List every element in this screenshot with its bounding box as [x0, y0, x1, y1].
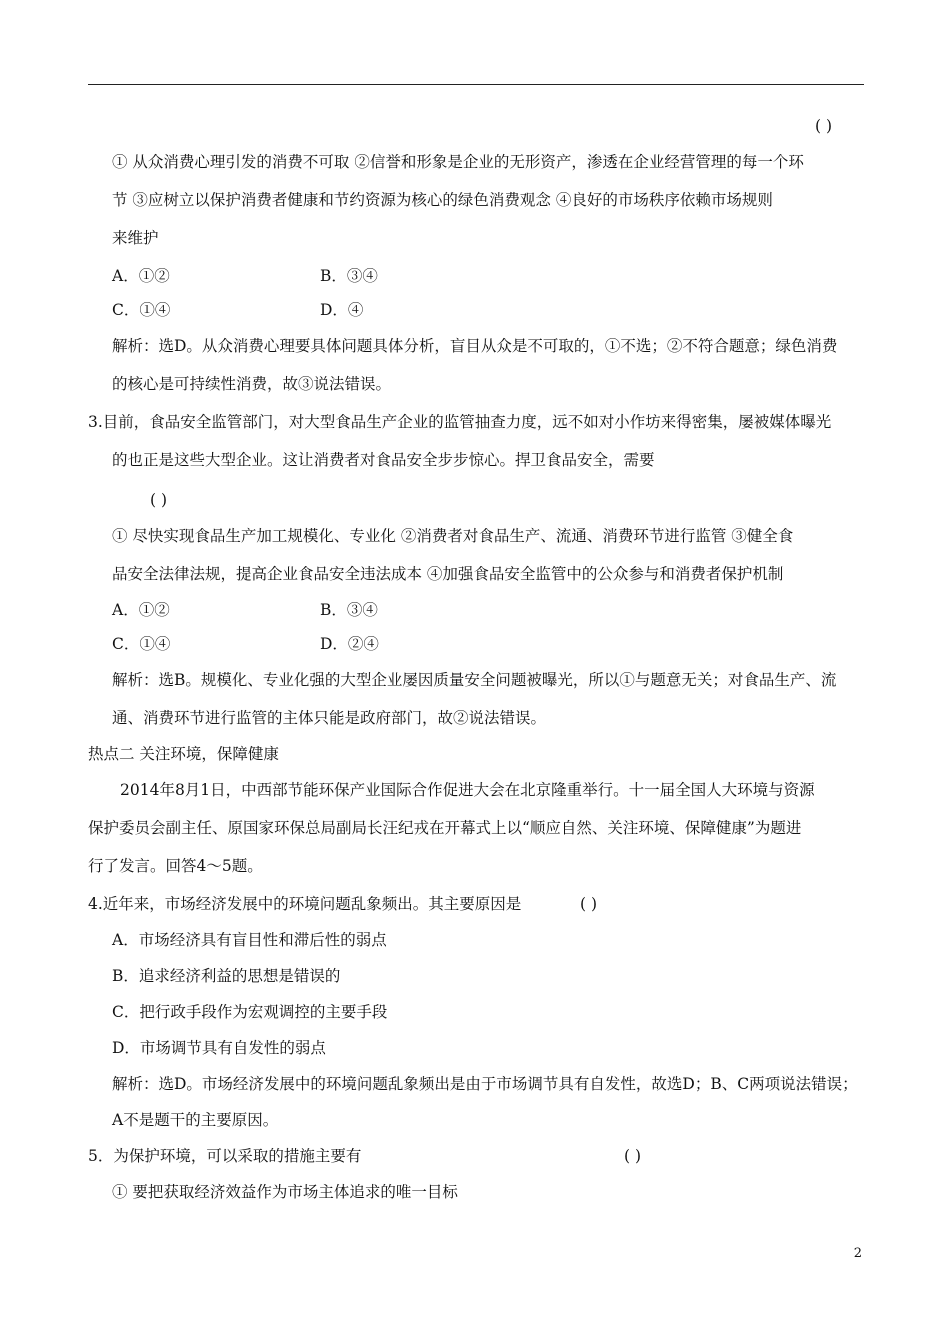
option-b: B．③④ [320, 267, 378, 285]
intro-paragraph-line: 2014年8月1日，中西部节能环保产业国际合作促进大会在北京隆重举行。十一届全国人大环境与资源 [120, 781, 815, 799]
question-stem: 的也正是这些大型企业。这让消费者对食品安全步步惊心。捍卫食品安全，需要 [112, 451, 655, 469]
option-b: B．③④ [320, 601, 378, 619]
statement-line: ① 尽快实现食品生产加工规模化、专业化 ②消费者对食品生产、流通、消费环节进行监管 ③健全食 [112, 527, 794, 545]
option-c: C．把行政手段作为宏观调控的主要手段 [112, 1003, 388, 1021]
analysis-line: 解析：选B。规模化、专业化强的大型企业屡因质量安全问题被曝光，所以①与题意无关；对食品生产、流 [112, 671, 837, 689]
answer-blank: ( ) [815, 117, 833, 135]
analysis-line: A不是题干的主要原因。 [112, 1111, 279, 1129]
section-heading: 热点二 关注环境，保障健康 [88, 745, 279, 763]
option-c: C．①④ [112, 635, 171, 653]
question-stem: 4.近年来，市场经济发展中的环境问题乱象频出。其主要原因是 [88, 895, 522, 913]
option-b: B．追求经济利益的思想是错误的 [112, 967, 341, 985]
statement-line: 品安全法律法规，提高企业食品安全违法成本 ④加强食品安全监管中的公众参与和消费者保护机制 [112, 565, 784, 583]
analysis-line: 通、消费环节进行监管的主体只能是政府部门，故②说法错误。 [112, 709, 547, 727]
analysis-line: 的核心是可持续性消费，故③说法错误。 [112, 375, 392, 393]
intro-paragraph-line: 保护委员会副主任、原国家环保总局副局长汪纪戎在开幕式上以“顺应自然、关注环境、保障健康”为题进 [88, 819, 802, 837]
intro-paragraph-line: 行了发言。回答4～5题。 [88, 857, 263, 875]
option-d: D．②④ [320, 635, 379, 653]
answer-blank: ( ) [580, 895, 598, 913]
answer-blank: ( ) [150, 491, 168, 509]
analysis-line: 解析：选D。从众消费心理要具体问题具体分析，盲目从众是不可取的，①不选；②不符合题意；绿色消费 [112, 337, 838, 355]
statement-line: ① 要把获取经济效益作为市场主体追求的唯一目标 [112, 1183, 458, 1201]
option-d: D．市场调节具有自发性的弱点 [112, 1039, 326, 1057]
statement-line: 来维护 [112, 229, 159, 247]
page-number: 2 [853, 1246, 862, 1261]
question-stem: 3.目前，食品安全监管部门，对大型食品生产企业的监管抽查力度，远不如对小作坊来得密集，屡被媒体曝光 [88, 413, 832, 431]
option-d: D．④ [320, 301, 364, 319]
option-c: C．①④ [112, 301, 171, 319]
analysis-line: 解析：选D。市场经济发展中的环境问题乱象频出是由于市场调节具有自发性，故选D；B、C两项说法错误； [112, 1075, 858, 1093]
answer-blank: ( ) [624, 1147, 642, 1165]
header-rule [88, 84, 864, 85]
option-a: A．①② [112, 267, 170, 285]
question-stem: 5．为保护环境，可以采取的措施主要有 [88, 1147, 362, 1165]
statement-line: 节 ③应树立以保护消费者健康和节约资源为核心的绿色消费观念 ④良好的市场秩序依赖市场规则 [112, 191, 773, 209]
statement-line: ① 从众消费心理引发的消费不可取 ②信誉和形象是企业的无形资产，渗透在企业经营管理的每一个环 [112, 153, 804, 171]
option-a: A．①② [112, 601, 170, 619]
option-a: A．市场经济具有盲目性和滞后性的弱点 [112, 931, 387, 949]
